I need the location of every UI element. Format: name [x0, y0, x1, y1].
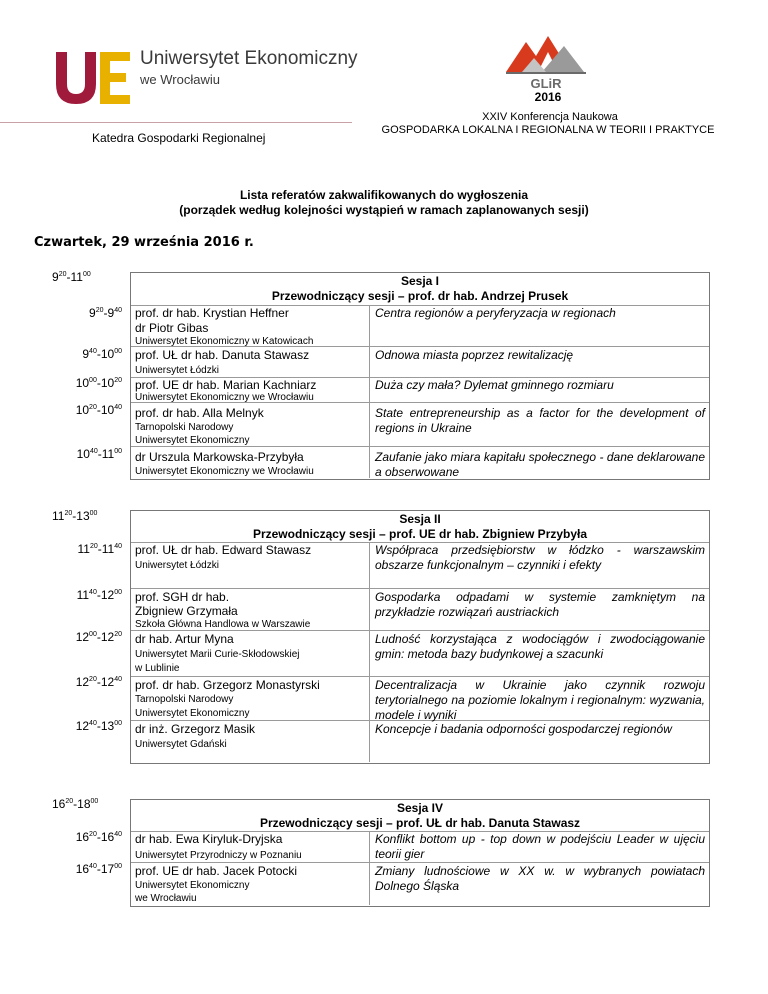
speaker-affiliation: Uniwersytet Marii Curie-Skłodowskiej	[135, 649, 300, 660]
column-divider	[369, 305, 370, 478]
document-subtitle: (porządek według kolejności wystąpień w ramach zaplanowanych sesji)	[179, 203, 589, 217]
speaker-name: dr hab. Ewa Kiryluk-Dryjska	[135, 832, 283, 846]
row-divider	[131, 588, 709, 589]
talk-topic: Ludność korzystająca z wodociągów i zwodociągowanie gmin: metoda bazy budynkowej a szacunki	[375, 632, 705, 661]
talk-topic: Konflikt bottom up - top down w podejściu Leader w ujęciu teorii gier	[375, 832, 705, 861]
talk-time: $11^{20}-11^{40}$	[77, 542, 122, 556]
talk-topic: Zmiany ludnościowe w XX w. w wybranych powiatach Dolnego Śląska	[375, 864, 705, 893]
speaker-name: prof. UŁ dr hab. Edward Stawasz	[135, 543, 312, 557]
talk-topic: Centra regionów a peryferyzacja w regionach	[375, 306, 616, 320]
speaker-affiliation: Tarnopolski Narodowy	[135, 694, 234, 705]
row-divider	[131, 676, 709, 677]
speaker-affiliation: w Lublinie	[135, 663, 180, 674]
speaker-affiliation: Uniwersytet Ekonomiczny	[135, 435, 250, 446]
column-divider	[369, 831, 370, 905]
speaker-name: prof. SGH dr hab.	[135, 590, 230, 604]
talk-topic: Duża czy mała? Dylemat gminnego rozmiaru	[375, 378, 614, 392]
talk-topic: Gospodarka odpadami w systemie zamkniętym na przykładzie rozwiązań austriackich	[375, 590, 705, 619]
talk-time: $16^{20}-16^{40}$	[75, 830, 122, 844]
session-chair: Przewodniczący sesji – prof. dr hab. Andrzej Prusek	[271, 289, 569, 303]
speaker-affiliation: Uniwersytet Gdański	[135, 739, 227, 750]
university-city: we Wrocławiu	[140, 72, 220, 87]
day-heading: Czwartek, 29 września 2016 r.	[34, 235, 254, 250]
conference-subtitle: GOSPODARKA LOKALNA I REGIONALNA W TEORII I PRAKTYCE	[381, 124, 715, 136]
speaker-name: Zbigniew Grzymała	[135, 604, 238, 618]
talk-topic: Koncepcje i badania odporności gospodarczej regionów	[375, 722, 672, 736]
speaker-affiliation: Uniwersytet Ekonomiczny	[135, 708, 250, 719]
talk-time: $12^{00}-12^{20}$	[75, 630, 122, 644]
session-chair: Przewodniczący sesji – prof. UŁ dr hab. Danuta Stawasz	[259, 816, 581, 830]
speaker-name: prof. UE dr hab. Marian Kachniarz	[135, 378, 317, 392]
glir-logo	[498, 28, 598, 90]
speaker-affiliation: Uniwersytet Ekonomiczny we Wrocławiu	[135, 466, 314, 477]
speaker-name: dr Piotr Gibas	[135, 321, 209, 335]
speaker-name: prof. UE dr hab. Jacek Potocki	[135, 864, 298, 878]
university-name: Uniwersytet Ekonomiczny	[140, 48, 358, 69]
session-time: $16^{20}-18^{00}$	[52, 797, 99, 811]
talk-topic: State entrepreneurship as a factor for the development of regions in Ukraine	[375, 406, 705, 435]
speaker-name: prof. dr hab. Grzegorz Monastyrski	[135, 678, 320, 692]
session-time: $9^{20}-11^{00}$	[52, 270, 91, 284]
session-name: Sesja I	[400, 274, 440, 288]
speaker-name: prof. dr hab. Krystian Heffner	[135, 306, 289, 320]
speaker-affiliation: Tarnopolski Narodowy	[135, 422, 234, 433]
session-chair: Przewodniczący sesji – prof. UE dr hab. Zbigniew Przybyła	[252, 527, 588, 541]
ue-logo	[52, 42, 132, 112]
session-time: $11^{20}-13^{00}$	[52, 509, 98, 523]
document-title: Lista referatów zakwalifikowanych do wygłoszenia	[239, 188, 529, 202]
speaker-affiliation: Uniwersytet Łódzki	[135, 560, 219, 571]
speaker-name: prof. UŁ dr hab. Danuta Stawasz	[135, 348, 310, 362]
speaker-affiliation: we Wrocławiu	[135, 893, 197, 904]
talk-topic: Decentralizacja w Ukrainie jako czynnik rozwoju terytorialnego na poziomie lokalnym i regionalnym: wyzwania, modele i wyniki	[375, 678, 705, 722]
speaker-name: dr hab. Artur Myna	[135, 632, 234, 646]
conference-year: 2016	[534, 90, 562, 104]
speaker-name: dr Urszula Markowska-Przybyła	[135, 450, 304, 464]
talk-topic: Współpraca przedsiębiorstw w łódzko - warszawskim obszarze funkcjonalnym – czynniki i efekty	[375, 543, 705, 572]
speaker-affiliation: Uniwersytet Łódzki	[135, 365, 219, 376]
speaker-name: prof. dr hab. Alla Melnyk	[135, 406, 264, 420]
talk-time: $12^{40}-13^{00}$	[75, 719, 122, 733]
conference-title: XXIV Konferencja Naukowa	[482, 111, 618, 123]
talk-topic: Odnowa miasta poprzez rewitalizację	[375, 348, 574, 362]
talk-time: $9^{20}-9^{40}$	[89, 306, 122, 320]
speaker-name: dr inż. Grzegorz Masik	[135, 722, 256, 736]
talk-time: $16^{40}-17^{00}$	[75, 862, 122, 876]
speaker-affiliation: Uniwersytet Ekonomiczny w Katowicach	[135, 336, 314, 347]
talk-time: $10^{00}-10^{20}$	[75, 376, 122, 390]
department-name: Katedra Gospodarki Regionalnej	[92, 131, 266, 145]
talk-topic: Zaufanie jako miara kapitału społecznego - dane deklarowane a obserwowane	[375, 450, 705, 479]
talk-time: $10^{20}-10^{40}$	[75, 403, 122, 417]
talk-time: $12^{20}-12^{40}$	[75, 675, 122, 689]
row-divider	[131, 630, 709, 631]
session-box	[130, 272, 710, 480]
speaker-affiliation: Uniwersytet Ekonomiczny we Wrocławiu	[135, 392, 314, 403]
session-name: Sesja II	[399, 512, 441, 526]
column-divider	[369, 542, 370, 762]
speaker-affiliation: Szkoła Główna Handlowa w Warszawie	[135, 619, 311, 630]
talk-time: $10^{40}-11^{00}$	[76, 447, 122, 461]
speaker-affiliation: Uniwersytet Przyrodniczy w Poznaniu	[135, 850, 302, 861]
glir-logo-text: GLiR	[530, 76, 562, 90]
row-divider	[131, 446, 709, 447]
session-name: Sesja IV	[396, 801, 444, 815]
row-divider	[131, 862, 709, 863]
talk-time: $9^{40}-10^{00}$	[82, 347, 122, 361]
header-divider	[0, 122, 352, 123]
speaker-affiliation: Uniwersytet Ekonomiczny	[135, 880, 250, 891]
talk-time: $11^{40}-12^{00}$	[76, 588, 122, 602]
